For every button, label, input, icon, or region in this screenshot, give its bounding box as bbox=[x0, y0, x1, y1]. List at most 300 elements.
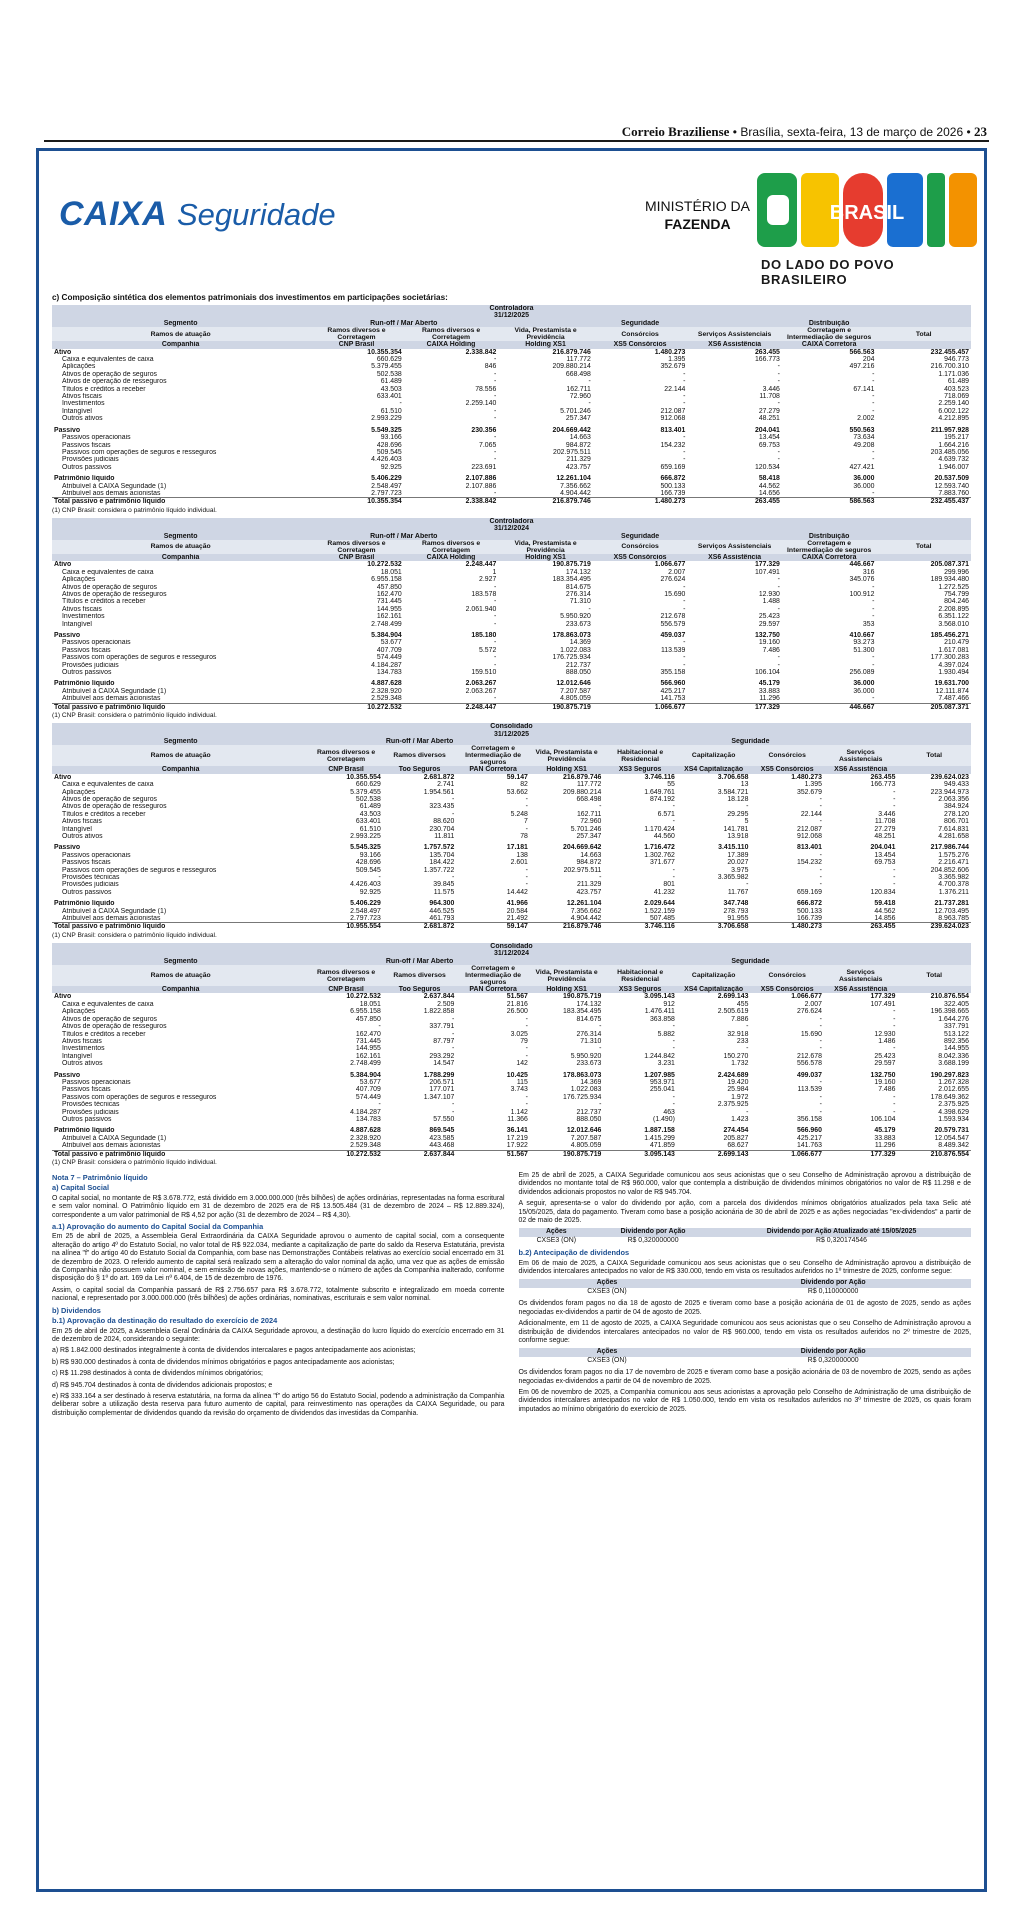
table-row bbox=[52, 774, 971, 781]
table-row bbox=[52, 881, 971, 888]
table-row bbox=[52, 591, 971, 598]
value-cell: 177.329 bbox=[824, 1150, 898, 1158]
value-cell: 718.069 bbox=[944, 393, 969, 401]
value-cell: 20.579.731 bbox=[934, 1127, 969, 1135]
value-cell: 337.791 bbox=[944, 1023, 969, 1031]
value-cell: 2.007 bbox=[668, 568, 686, 576]
value-cell: 92.925 bbox=[380, 463, 402, 471]
value-cell: - bbox=[494, 393, 497, 401]
value-cell: 61.489 bbox=[947, 378, 969, 386]
row-label: Investimentos bbox=[62, 400, 105, 408]
value-cell: - bbox=[777, 363, 780, 371]
value-cell: 138 bbox=[516, 851, 528, 859]
table-row bbox=[52, 680, 971, 687]
value-cell: - bbox=[872, 695, 875, 703]
row-label: Intangível bbox=[62, 407, 92, 415]
row-label: Intangível bbox=[62, 825, 92, 833]
value-cell: 79 bbox=[520, 1037, 528, 1045]
value-cell: 209.880.214 bbox=[563, 788, 602, 796]
row-label: Intangível bbox=[62, 1052, 92, 1060]
financial-table bbox=[52, 723, 971, 931]
value-cell: - bbox=[777, 576, 780, 584]
value-cell: 2.797.723 bbox=[350, 915, 381, 923]
value-cell: 162.470 bbox=[376, 591, 402, 598]
note-paragraph: a) R$ 1.842.000 destinados integralmente à conta de dividendos intercalares e pagos antecipadamente aos acionistas; bbox=[52, 1347, 416, 1355]
value-cell: 190.297.823 bbox=[930, 1071, 969, 1079]
value-cell: 206.571 bbox=[429, 1078, 455, 1086]
value-cell: - bbox=[893, 1045, 896, 1053]
value-cell: 78 bbox=[520, 832, 528, 840]
segment-cell bbox=[876, 320, 971, 327]
value-cell: 3.095.143 bbox=[603, 1150, 677, 1158]
row-label: Total passivo e patrimônio líquido bbox=[52, 1150, 309, 1158]
value-cell: 20.584 bbox=[506, 907, 528, 915]
table-row bbox=[52, 796, 971, 803]
value-cell: 5.701.246 bbox=[570, 825, 602, 833]
table-row bbox=[52, 632, 971, 639]
row-label: Outros ativos bbox=[62, 415, 103, 423]
value-cell: 7.207.587 bbox=[570, 1134, 602, 1142]
value-cell: 14.547 bbox=[433, 1060, 455, 1068]
table-row bbox=[52, 498, 971, 506]
value-cell: 8.489.342 bbox=[938, 1142, 969, 1150]
value-cell: 154.232 bbox=[660, 441, 686, 449]
value-cell: 566.563 bbox=[849, 348, 875, 356]
value-cell: 11.708 bbox=[759, 393, 780, 401]
group-header-cell: Consolidado bbox=[52, 943, 971, 950]
value-cell: 11.767 bbox=[727, 888, 749, 896]
table-row bbox=[52, 874, 971, 881]
value-cell: 276.624 bbox=[660, 576, 686, 584]
value-cell: 1.757.572 bbox=[423, 844, 455, 852]
value-cell: - bbox=[872, 598, 875, 606]
column-header: Corretagem e Intermediação de seguros bbox=[456, 965, 530, 986]
company-cell: Holding XS1 bbox=[498, 341, 593, 348]
value-cell: 41.966 bbox=[506, 900, 528, 908]
table-row bbox=[52, 859, 971, 866]
value-cell: 984.872 bbox=[565, 441, 591, 449]
value-cell: 33.883 bbox=[758, 687, 780, 695]
value-cell: - bbox=[893, 1015, 896, 1023]
value-cell: - bbox=[494, 613, 497, 621]
row-label: Passivo bbox=[54, 632, 81, 640]
value-cell: 6.002.122 bbox=[938, 407, 969, 415]
value-cell: - bbox=[683, 434, 686, 442]
footnote: (1) CNP Brasil: considera o patrimônio líquido individual. bbox=[52, 506, 217, 514]
table-row bbox=[52, 1116, 971, 1123]
content bbox=[52, 291, 971, 1421]
value-cell: 232.455.437 bbox=[876, 498, 971, 506]
value-cell: 371.677 bbox=[649, 859, 675, 867]
value-cell: 3.746.116 bbox=[603, 923, 677, 931]
value-cell: - bbox=[777, 370, 780, 378]
row-label: Ativos de operação de resseguros bbox=[62, 803, 167, 811]
value-cell: 1.395 bbox=[804, 781, 822, 789]
segment-row bbox=[52, 738, 971, 745]
value-cell: 7.207.587 bbox=[560, 687, 591, 695]
value-cell: 211.957.928 bbox=[931, 426, 969, 434]
value-cell: 633.401 bbox=[355, 818, 381, 826]
financial-table bbox=[52, 943, 971, 1158]
row-label: Caixa e equivalentes de caixa bbox=[62, 356, 154, 364]
value-cell: - bbox=[452, 1030, 455, 1038]
value-cell: - bbox=[672, 1093, 675, 1101]
value-cell: 113.539 bbox=[660, 646, 686, 654]
value-cell: 230.704 bbox=[429, 825, 455, 833]
value-cell: 204.669.442 bbox=[552, 426, 591, 434]
value-cell: - bbox=[525, 1015, 528, 1023]
value-cell: - bbox=[599, 803, 602, 811]
value-cell: 59.147 bbox=[456, 923, 530, 931]
company-cell: XS6 Assistência bbox=[687, 554, 782, 561]
value-cell: 964.300 bbox=[429, 900, 455, 908]
value-cell: 239.624.023 bbox=[930, 773, 969, 781]
value-cell: 44.562 bbox=[874, 907, 896, 915]
value-cell: 4.281.658 bbox=[938, 832, 969, 840]
value-cell: - bbox=[452, 810, 455, 818]
column-header-row bbox=[52, 745, 971, 766]
value-cell: 2.637.844 bbox=[423, 993, 455, 1001]
company-cell: Holding XS1 bbox=[498, 554, 593, 561]
group-header-row bbox=[52, 723, 971, 730]
note-paragraph: Assim, o capital social da Companhia passará de R$ 2.756.657 para R$ 3.678.772, totalmente subscrito e integralizado em moeda corrente nacional, e representado por 3.000.000.000 (três bilhões) de ações ordinárias, nominativas, escriturais e sem valor nominal. bbox=[52, 1286, 505, 1303]
value-cell: 19.160 bbox=[874, 1078, 896, 1086]
value-cell: 7.356.662 bbox=[570, 907, 602, 915]
value-cell: 2.927 bbox=[479, 576, 497, 584]
value-cell: 53.677 bbox=[380, 639, 402, 647]
dividend-header-row bbox=[519, 1228, 972, 1236]
table-row bbox=[52, 647, 971, 654]
value-cell: 71.310 bbox=[580, 1037, 602, 1045]
column-header: Consórcios bbox=[593, 327, 688, 341]
value-cell: - bbox=[683, 370, 686, 378]
table-row bbox=[52, 576, 971, 583]
value-cell: - bbox=[452, 1015, 455, 1023]
value-cell: 61.489 bbox=[359, 803, 381, 811]
value-cell: 2.216.471 bbox=[938, 859, 969, 867]
row-label: Intangível bbox=[62, 620, 92, 628]
value-cell: 2.248.447 bbox=[404, 703, 499, 711]
company-cell: Holding XS1 bbox=[530, 986, 604, 993]
value-cell: 384.924 bbox=[944, 803, 969, 811]
value-cell: 8.963.785 bbox=[938, 915, 969, 923]
value-cell: 5.545.325 bbox=[350, 844, 381, 852]
value-cell: 25.423 bbox=[874, 1052, 896, 1060]
value-cell: 233.673 bbox=[565, 620, 591, 628]
row-label: Atribuível à CAIXA Seguridade (1) bbox=[62, 1134, 167, 1142]
value-cell: 347.748 bbox=[723, 900, 749, 908]
value-cell: 2.063.267 bbox=[465, 680, 497, 688]
value-cell: - bbox=[872, 605, 875, 613]
value-cell: 17.219 bbox=[506, 1134, 528, 1142]
value-cell: 1 bbox=[492, 568, 497, 576]
row-label: Ativos de operação de seguros bbox=[62, 1015, 157, 1023]
value-cell: 804.246 bbox=[944, 598, 969, 606]
dividend-header-row bbox=[519, 1279, 972, 1287]
value-cell: 49.208 bbox=[853, 441, 875, 449]
value-cell: 51.567 bbox=[506, 993, 528, 1001]
table-row bbox=[52, 1023, 971, 1030]
value-cell: 4.639.732 bbox=[938, 456, 969, 464]
table-row bbox=[52, 1038, 971, 1045]
column-header: Ramos de atuação bbox=[52, 745, 309, 766]
value-cell: 68.627 bbox=[727, 1142, 749, 1150]
value-cell: 216.879.746 bbox=[530, 923, 604, 931]
value-cell: 204.669.642 bbox=[563, 844, 602, 852]
value-cell: 202.975.511 bbox=[563, 866, 602, 874]
value-cell: 21.492 bbox=[506, 915, 528, 923]
row-label: Ativos de operação de seguros bbox=[62, 370, 157, 378]
value-cell: - bbox=[819, 795, 822, 803]
value-cell: 7.886 bbox=[731, 1015, 749, 1023]
value-cell: 461.793 bbox=[429, 915, 455, 923]
table-block bbox=[52, 723, 971, 939]
value-cell: 107.491 bbox=[870, 1000, 896, 1008]
value-cell: - bbox=[525, 1045, 528, 1053]
value-cell: - bbox=[452, 874, 455, 881]
note-paragraph: Em 25 de abril de 2025, a Assembleia Geral Ordinária da CAIXA Seguridade aprovou, a destinação do lucro líquido do exercício encerrado em 31 de dezembro de 2024, considerando o seguinte: bbox=[52, 1327, 505, 1343]
value-cell: - bbox=[599, 874, 602, 881]
value-cell: - bbox=[746, 1023, 749, 1031]
table-row bbox=[52, 811, 971, 818]
value-cell: 117.772 bbox=[566, 356, 591, 364]
value-cell: 210.479 bbox=[944, 639, 969, 647]
table-row bbox=[52, 442, 971, 449]
value-cell: 32.918 bbox=[727, 1030, 749, 1038]
segment-cell: Distribuição bbox=[782, 320, 877, 327]
value-cell: 263.455 bbox=[754, 348, 780, 356]
note-heading: b.1) Aprovação da destinação do resultado do exercício de 2024 bbox=[52, 1316, 278, 1326]
footnote: (1) CNP Brasil: considera o patrimônio líquido individual. bbox=[52, 712, 217, 720]
value-cell: - bbox=[588, 378, 591, 386]
group-header-row bbox=[52, 943, 971, 950]
value-cell: 212.087 bbox=[797, 825, 822, 833]
value-cell: 1.486 bbox=[878, 1037, 896, 1045]
value-cell: 556.578 bbox=[797, 1060, 822, 1068]
value-cell: 20.537.509 bbox=[934, 475, 969, 483]
value-cell: 278.793 bbox=[723, 907, 749, 915]
value-cell: - bbox=[683, 661, 686, 669]
note-heading: b) Dividendos bbox=[52, 1305, 101, 1315]
value-cell: 806.701 bbox=[944, 818, 969, 826]
value-cell: 204.041 bbox=[870, 844, 896, 852]
publication-frame bbox=[36, 148, 987, 1892]
value-cell: 2.002 bbox=[857, 415, 875, 423]
ministry-logo: MINISTÉRIO DA FAZENDA bbox=[645, 198, 751, 232]
notes-left-column bbox=[52, 1172, 505, 1421]
value-cell: 11.811 bbox=[434, 832, 455, 840]
column-header: Vida, Prestamista e Previdência bbox=[530, 965, 604, 986]
segment-cell bbox=[876, 533, 971, 540]
value-cell: 19.631.700 bbox=[934, 680, 969, 688]
value-cell: 223.691 bbox=[471, 463, 497, 471]
table-row bbox=[52, 393, 971, 400]
row-label: Aplicações bbox=[62, 1008, 96, 1016]
company-cell: XS5 Consórcios bbox=[750, 766, 824, 773]
table-row bbox=[52, 598, 971, 605]
value-cell: - bbox=[683, 400, 686, 408]
value-cell: 566.960 bbox=[660, 680, 686, 688]
value-cell: - bbox=[872, 407, 875, 415]
value-cell: 7.356.662 bbox=[560, 482, 591, 490]
value-cell: 11.296 bbox=[874, 1142, 896, 1150]
value-cell: 2.107.886 bbox=[465, 475, 497, 483]
value-cell: 212.737 bbox=[576, 1108, 602, 1116]
value-cell: 5.572 bbox=[479, 646, 497, 654]
value-cell: - bbox=[494, 456, 497, 464]
value-cell: - bbox=[525, 1052, 528, 1060]
value-cell: 204.852.606 bbox=[930, 866, 969, 874]
row-label: Outros passivos bbox=[62, 888, 112, 896]
value-cell: 21.816 bbox=[506, 1000, 528, 1008]
dividend-cell: CXSE3 (ON) bbox=[587, 1287, 627, 1295]
value-cell: 141.763 bbox=[797, 1142, 822, 1150]
value-cell: 4.426.403 bbox=[350, 881, 381, 889]
company-cell: XS4 Capitalização bbox=[677, 766, 751, 773]
value-cell: 457.850 bbox=[355, 1015, 381, 1023]
table-row bbox=[52, 349, 971, 356]
table-row bbox=[52, 703, 971, 711]
column-header: Habitacional e Residencial bbox=[603, 745, 677, 766]
segment-cell: Segmento bbox=[52, 320, 309, 327]
value-cell: - bbox=[746, 881, 749, 889]
value-cell: 2.029.644 bbox=[644, 900, 675, 908]
value-cell: 106.104 bbox=[870, 1115, 896, 1123]
value-cell: 144.955 bbox=[376, 605, 402, 613]
value-cell: 5.379.455 bbox=[350, 788, 381, 796]
value-cell: 216.879.746 bbox=[563, 773, 602, 781]
value-cell: 814.675 bbox=[576, 1015, 602, 1023]
value-cell: 166.773 bbox=[754, 356, 780, 364]
value-cell: 120.834 bbox=[870, 888, 896, 896]
value-cell: 55 bbox=[667, 781, 675, 789]
column-header: Ramos diversos e Corretagem bbox=[404, 327, 499, 341]
table-row bbox=[52, 434, 971, 441]
company-cell: XS3 Seguros bbox=[603, 766, 677, 773]
value-cell: - bbox=[683, 393, 686, 401]
value-cell: 10.355.354 bbox=[309, 498, 404, 506]
value-cell: 892.356 bbox=[944, 1037, 969, 1045]
value-cell: - bbox=[683, 598, 686, 606]
company-cell: CNP Brasil bbox=[309, 766, 383, 773]
value-cell: (1.490) bbox=[653, 1115, 675, 1123]
value-cell: - bbox=[683, 456, 686, 464]
value-cell: 10.425 bbox=[506, 1071, 528, 1079]
value-cell: 190.875.719 bbox=[530, 1150, 604, 1158]
value-cell: - bbox=[599, 1023, 602, 1031]
table-row bbox=[52, 569, 971, 576]
table-row bbox=[52, 789, 971, 796]
value-cell: 4.426.403 bbox=[371, 456, 402, 464]
value-cell: 178.863.073 bbox=[563, 1071, 602, 1079]
value-cell: 239.624.023 bbox=[897, 923, 971, 931]
table-row bbox=[52, 1109, 971, 1116]
value-cell: - bbox=[672, 1045, 675, 1053]
value-cell: 4.212.895 bbox=[938, 415, 969, 423]
value-cell: 255.041 bbox=[649, 1086, 675, 1094]
value-cell: - bbox=[819, 851, 822, 859]
table-row bbox=[52, 695, 971, 703]
table-row bbox=[52, 1060, 971, 1067]
row-label: Ativos de operação de resseguros bbox=[62, 1023, 167, 1031]
value-cell: - bbox=[872, 654, 875, 662]
row-label: Provisões técnicas bbox=[62, 874, 120, 881]
value-cell: 217.986.744 bbox=[930, 844, 969, 852]
value-cell: - bbox=[777, 378, 780, 386]
value-cell: - bbox=[494, 370, 497, 378]
value-cell: 446.667 bbox=[782, 703, 877, 711]
value-cell: 1.244.842 bbox=[644, 1052, 675, 1060]
value-cell: 3.743 bbox=[510, 1086, 528, 1094]
dividend-header: Dividendo por Ação Atualizado até 15/05/2025 bbox=[712, 1228, 971, 1236]
notes-columns bbox=[52, 1172, 971, 1421]
table-row bbox=[52, 378, 971, 385]
value-cell: 132.750 bbox=[754, 632, 780, 640]
value-cell: 257.347 bbox=[576, 832, 602, 840]
table-row bbox=[52, 826, 971, 833]
value-cell: 813.401 bbox=[660, 426, 686, 434]
value-cell: - bbox=[893, 1093, 896, 1101]
row-label: Total passivo e patrimônio líquido bbox=[52, 498, 309, 506]
table-row bbox=[52, 639, 971, 646]
value-cell: 29.295 bbox=[727, 810, 749, 818]
dividend-table bbox=[519, 1348, 972, 1365]
value-cell: 2.993.229 bbox=[371, 415, 402, 423]
value-cell: 59.418 bbox=[874, 900, 896, 908]
value-cell: 888.050 bbox=[565, 669, 591, 677]
row-label: Patrimônio líquido bbox=[54, 680, 115, 688]
note-heading: b.2) Antecipação de dividendos bbox=[518, 1248, 630, 1258]
value-cell: - bbox=[378, 874, 381, 881]
value-cell: 513.122 bbox=[944, 1030, 969, 1038]
value-cell: - bbox=[777, 583, 780, 591]
company-row bbox=[52, 986, 971, 993]
value-cell: 509.545 bbox=[376, 448, 402, 456]
column-header: Corretagem e Intermediação de seguros bbox=[782, 327, 877, 341]
value-cell: - bbox=[819, 874, 822, 881]
value-cell: - bbox=[819, 1078, 822, 1086]
row-label: Ativos fiscais bbox=[62, 1037, 102, 1045]
value-cell: - bbox=[378, 1023, 381, 1031]
company-cell bbox=[897, 766, 971, 773]
value-cell: - bbox=[872, 661, 875, 669]
value-cell: 2.012.655 bbox=[938, 1086, 969, 1094]
row-label: Ativos fiscais bbox=[62, 605, 102, 613]
value-cell: 12.012.646 bbox=[566, 1127, 602, 1135]
value-cell: 29.597 bbox=[874, 1060, 896, 1068]
value-cell: 5.549.325 bbox=[371, 426, 402, 434]
column-header: Capitalização bbox=[677, 965, 751, 986]
dividend-table bbox=[519, 1279, 972, 1296]
table-row bbox=[52, 1031, 971, 1038]
segment-cell: Seguridade bbox=[498, 533, 782, 540]
value-cell: 10.272.532 bbox=[346, 993, 381, 1001]
company-cell: PAN Corretora bbox=[456, 986, 530, 993]
value-cell: 177.300.283 bbox=[930, 654, 969, 662]
value-cell: - bbox=[525, 1101, 528, 1109]
value-cell: 888.050 bbox=[576, 1115, 602, 1123]
value-cell: - bbox=[452, 1101, 455, 1109]
value-cell: 91.955 bbox=[727, 915, 749, 923]
value-cell: 162.711 bbox=[566, 385, 591, 393]
value-cell: 660.629 bbox=[376, 356, 402, 364]
value-cell: 190.875.719 bbox=[498, 703, 593, 711]
value-cell: 2.529.348 bbox=[371, 695, 402, 703]
value-cell: 949.433 bbox=[944, 781, 969, 789]
table-row bbox=[52, 613, 971, 620]
value-cell: 2.681.872 bbox=[423, 773, 455, 781]
value-cell: 1.822.858 bbox=[423, 1008, 455, 1016]
